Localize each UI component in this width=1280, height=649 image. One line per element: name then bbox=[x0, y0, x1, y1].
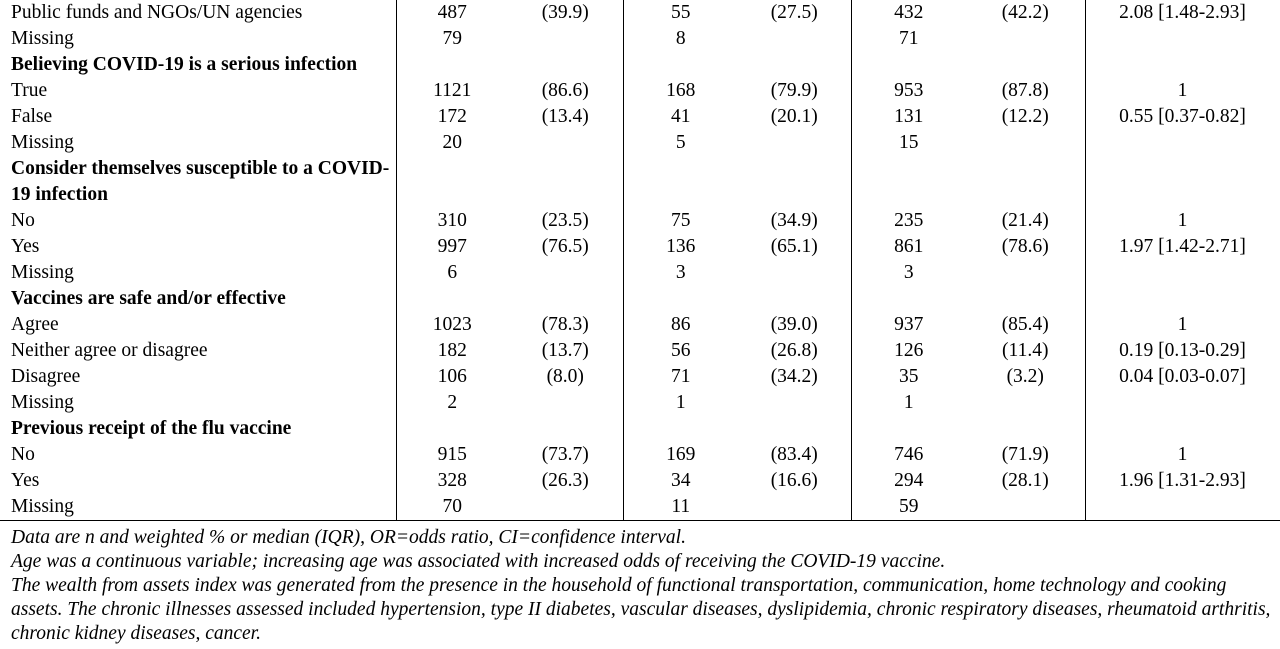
table-row bbox=[0, 104, 1280, 130]
group2-n-cell: 34 bbox=[623, 468, 738, 494]
group3-percent-cell bbox=[966, 26, 1085, 52]
group3-percent-cell: (3.2) bbox=[1006, 366, 1044, 387]
group2-percent-cell: (27.5) bbox=[770, 2, 818, 23]
total-n-cell: 106 bbox=[396, 364, 508, 390]
odds-ratio-cell: 1 bbox=[1085, 312, 1280, 338]
total-percent-cell bbox=[508, 260, 623, 286]
group3-percent-cell: (12.2) bbox=[1001, 106, 1049, 127]
group3-n-cell: 937 bbox=[851, 312, 966, 338]
total-percent-cell: (39.9) bbox=[541, 2, 589, 23]
total-n-cell: 182 bbox=[396, 338, 508, 364]
total-percent-cell bbox=[508, 52, 623, 78]
table-row bbox=[0, 26, 1280, 52]
section-header-row bbox=[0, 416, 1280, 442]
group2-n-cell: 169 bbox=[623, 442, 738, 468]
odds-ratio-cell: 1 bbox=[1085, 208, 1280, 234]
odds-ratio-cell bbox=[1085, 156, 1280, 208]
group2-n-cell: 11 bbox=[623, 494, 738, 521]
section-title: Previous receipt of the flu vaccine bbox=[11, 418, 292, 439]
total-n-cell: 70 bbox=[396, 494, 508, 521]
group2-percent-cell: (65.1) bbox=[770, 236, 818, 257]
group3-n-cell: 1 bbox=[851, 390, 966, 416]
group3-n-cell: 131 bbox=[851, 104, 966, 130]
group3-percent-cell: (42.2) bbox=[1001, 2, 1049, 23]
table-row bbox=[0, 234, 1280, 260]
total-n-cell: 997 bbox=[396, 234, 508, 260]
group2-n-cell: 3 bbox=[623, 260, 738, 286]
group3-percent-cell: (71.9) bbox=[1001, 444, 1049, 465]
table-row bbox=[0, 338, 1280, 364]
group3-n-cell: 861 bbox=[851, 234, 966, 260]
group2-n-cell: 5 bbox=[623, 130, 738, 156]
footnote-abbreviations: Data are n and weighted % or median (IQR), OR=odds ratio, CI=confidence interval. bbox=[11, 527, 686, 548]
odds-ratio-cell bbox=[1085, 286, 1280, 312]
group2-n-cell bbox=[623, 286, 738, 312]
group3-n-cell: 35 bbox=[851, 364, 966, 390]
row-label: No bbox=[11, 444, 35, 465]
total-percent-cell bbox=[508, 494, 623, 521]
total-percent-cell: (76.5) bbox=[541, 236, 589, 257]
group3-n-cell: 3 bbox=[851, 260, 966, 286]
row-label: Neither agree or disagree bbox=[11, 340, 208, 361]
table-row bbox=[0, 78, 1280, 104]
group3-n-cell: 126 bbox=[851, 338, 966, 364]
group3-percent-cell: (28.1) bbox=[1001, 470, 1049, 491]
total-n-cell: 2 bbox=[396, 390, 508, 416]
table-row bbox=[0, 130, 1280, 156]
section-title: Consider themselves susceptible to a COVID-19 infection bbox=[11, 158, 390, 205]
group3-percent-cell bbox=[966, 390, 1085, 416]
group2-n-cell: 168 bbox=[623, 78, 738, 104]
total-n-cell bbox=[396, 52, 508, 78]
table-row bbox=[0, 0, 1280, 26]
group3-percent-cell bbox=[966, 130, 1085, 156]
odds-ratio-cell bbox=[1085, 416, 1280, 442]
group3-percent-cell: (85.4) bbox=[1001, 314, 1049, 335]
total-percent-cell bbox=[508, 156, 623, 208]
group2-percent-cell bbox=[738, 52, 851, 78]
group3-percent-cell: (78.6) bbox=[1001, 236, 1049, 257]
section-title: Vaccines are safe and/or effective bbox=[11, 288, 286, 309]
section-header-row bbox=[0, 52, 1280, 78]
group3-n-cell: 15 bbox=[851, 130, 966, 156]
total-n-cell: 1023 bbox=[396, 312, 508, 338]
total-n-cell: 79 bbox=[396, 26, 508, 52]
odds-ratio-cell: 1.96 [1.31-2.93] bbox=[1085, 468, 1280, 494]
table-footnotes bbox=[11, 526, 1271, 646]
row-label: True bbox=[11, 80, 48, 101]
group3-n-cell: 432 bbox=[851, 0, 966, 26]
total-percent-cell: (13.4) bbox=[541, 106, 589, 127]
group2-percent-cell bbox=[738, 494, 851, 521]
row-label: False bbox=[11, 106, 53, 127]
group2-percent-cell bbox=[738, 130, 851, 156]
row-label: Missing bbox=[11, 392, 74, 413]
table-row bbox=[0, 468, 1280, 494]
group2-n-cell: 56 bbox=[623, 338, 738, 364]
table-row bbox=[0, 260, 1280, 286]
group2-percent-cell bbox=[738, 156, 851, 208]
group3-n-cell: 294 bbox=[851, 468, 966, 494]
group3-n-cell: 953 bbox=[851, 78, 966, 104]
total-percent-cell bbox=[508, 26, 623, 52]
group3-n-cell bbox=[851, 156, 966, 208]
odds-ratio-cell: 1.97 [1.42-2.71] bbox=[1085, 234, 1280, 260]
row-label: Missing bbox=[11, 132, 74, 153]
group2-percent-cell: (16.6) bbox=[770, 470, 818, 491]
group2-percent-cell: (79.9) bbox=[770, 80, 818, 101]
group2-percent-cell: (34.2) bbox=[770, 366, 818, 387]
group2-percent-cell bbox=[738, 416, 851, 442]
group2-n-cell: 55 bbox=[623, 0, 738, 26]
odds-ratio-cell: 1 bbox=[1085, 442, 1280, 468]
total-percent-cell: (13.7) bbox=[541, 340, 589, 361]
row-label: Missing bbox=[11, 262, 74, 283]
group3-percent-cell bbox=[966, 416, 1085, 442]
odds-ratio-cell: 2.08 [1.48-2.93] bbox=[1085, 0, 1280, 26]
group2-n-cell bbox=[623, 416, 738, 442]
total-n-cell: 1121 bbox=[396, 78, 508, 104]
group2-n-cell: 41 bbox=[623, 104, 738, 130]
odds-ratio-cell: 0.04 [0.03-0.07] bbox=[1085, 364, 1280, 390]
group3-percent-cell bbox=[966, 260, 1085, 286]
odds-ratio-cell: 0.19 [0.13-0.29] bbox=[1085, 338, 1280, 364]
row-label: Yes bbox=[11, 236, 40, 257]
total-percent-cell: (78.3) bbox=[541, 314, 589, 335]
total-percent-cell: (23.5) bbox=[541, 210, 589, 231]
odds-ratio-cell bbox=[1085, 390, 1280, 416]
group2-n-cell: 136 bbox=[623, 234, 738, 260]
group2-percent-cell bbox=[738, 286, 851, 312]
group2-n-cell: 86 bbox=[623, 312, 738, 338]
group2-percent-cell: (39.0) bbox=[770, 314, 818, 335]
table-row bbox=[0, 312, 1280, 338]
total-percent-cell: (86.6) bbox=[541, 80, 589, 101]
total-percent-cell bbox=[508, 130, 623, 156]
odds-ratio-cell bbox=[1085, 130, 1280, 156]
section-title: Believing COVID-19 is a serious infection bbox=[11, 54, 358, 75]
total-percent-cell: (26.3) bbox=[541, 470, 589, 491]
table-row bbox=[0, 390, 1280, 416]
group2-n-cell bbox=[623, 156, 738, 208]
total-n-cell: 20 bbox=[396, 130, 508, 156]
group3-n-cell bbox=[851, 416, 966, 442]
group2-percent-cell: (20.1) bbox=[770, 106, 818, 127]
group3-percent-cell bbox=[966, 52, 1085, 78]
odds-ratio-cell: 0.55 [0.37-0.82] bbox=[1085, 104, 1280, 130]
odds-ratio-cell bbox=[1085, 260, 1280, 286]
row-label: Missing bbox=[11, 28, 74, 49]
group3-percent-cell: (11.4) bbox=[1002, 340, 1049, 361]
table-row bbox=[0, 442, 1280, 468]
total-n-cell bbox=[396, 416, 508, 442]
group2-n-cell: 71 bbox=[623, 364, 738, 390]
total-percent-cell bbox=[508, 286, 623, 312]
group3-n-cell: 71 bbox=[851, 26, 966, 52]
group2-percent-cell: (34.9) bbox=[770, 210, 818, 231]
odds-ratio-cell bbox=[1085, 494, 1280, 521]
odds-ratio-cell bbox=[1085, 52, 1280, 78]
group3-n-cell bbox=[851, 286, 966, 312]
total-percent-cell: (73.7) bbox=[541, 444, 589, 465]
group2-percent-cell bbox=[738, 26, 851, 52]
row-label: Agree bbox=[11, 314, 59, 335]
total-n-cell: 6 bbox=[396, 260, 508, 286]
group3-percent-cell bbox=[966, 494, 1085, 521]
total-n-cell: 172 bbox=[396, 104, 508, 130]
total-percent-cell: (8.0) bbox=[546, 366, 584, 387]
row-label: Missing bbox=[0, 494, 396, 521]
table-row bbox=[0, 494, 1280, 521]
total-n-cell bbox=[396, 156, 508, 208]
group3-n-cell: 746 bbox=[851, 442, 966, 468]
row-label: Disagree bbox=[11, 366, 81, 387]
section-header-row bbox=[0, 156, 1280, 208]
row-label: Yes bbox=[11, 470, 40, 491]
group3-percent-cell bbox=[966, 286, 1085, 312]
table-row bbox=[0, 364, 1280, 390]
group2-percent-cell bbox=[738, 390, 851, 416]
group2-n-cell: 8 bbox=[623, 26, 738, 52]
total-n-cell: 915 bbox=[396, 442, 508, 468]
group3-n-cell bbox=[851, 52, 966, 78]
total-n-cell: 310 bbox=[396, 208, 508, 234]
group2-n-cell bbox=[623, 52, 738, 78]
group2-percent-cell: (83.4) bbox=[770, 444, 818, 465]
total-percent-cell bbox=[508, 390, 623, 416]
total-n-cell: 328 bbox=[396, 468, 508, 494]
group3-percent-cell: (87.8) bbox=[1001, 80, 1049, 101]
row-label: Public funds and NGOs/UN agencies bbox=[11, 2, 303, 23]
section-header-row bbox=[0, 286, 1280, 312]
group2-percent-cell bbox=[738, 260, 851, 286]
group3-n-cell: 59 bbox=[851, 494, 966, 521]
group2-percent-cell: (26.8) bbox=[770, 340, 818, 361]
group3-percent-cell bbox=[966, 156, 1085, 208]
total-n-cell: 487 bbox=[396, 0, 508, 26]
group3-n-cell: 235 bbox=[851, 208, 966, 234]
group2-n-cell: 1 bbox=[623, 390, 738, 416]
row-label: No bbox=[11, 210, 35, 231]
group3-percent-cell: (21.4) bbox=[1001, 210, 1049, 231]
footnote-definitions: The wealth from assets index was generated from the presence in the household of functional transportation, communication, home technology and cooking assets. The chronic illnesses assessed included hypertension, type II diabetes, vascular diseases, dyslipidemia, chronic respiratory diseases, rheumatoid arthritis, chronic kidney diseases, cancer. bbox=[11, 575, 1271, 644]
group2-n-cell: 75 bbox=[623, 208, 738, 234]
odds-ratio-cell: 1 bbox=[1085, 78, 1280, 104]
odds-ratio-cell bbox=[1085, 26, 1280, 52]
footnote-age: Age was a continuous variable; increasing age was associated with increased odds of receiving the COVID-19 vaccine. bbox=[11, 551, 946, 572]
total-percent-cell bbox=[508, 416, 623, 442]
table-row bbox=[0, 208, 1280, 234]
total-n-cell bbox=[396, 286, 508, 312]
